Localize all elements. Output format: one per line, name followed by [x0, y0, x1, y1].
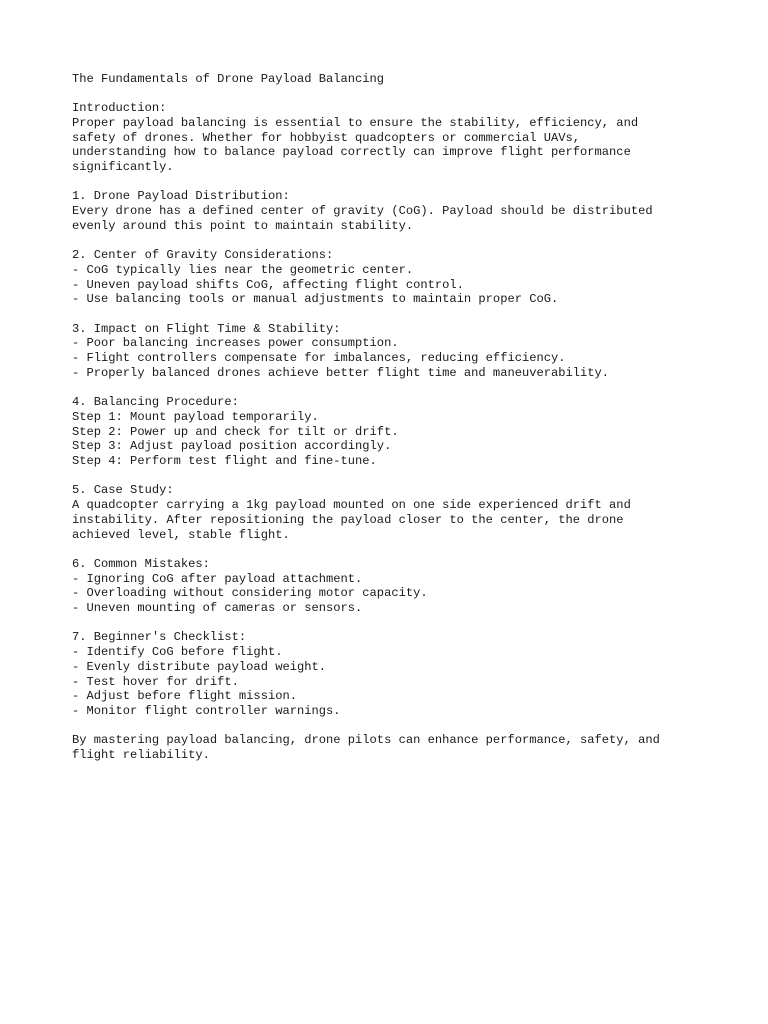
document-title: The Fundamentals of Drone Payload Balancing [72, 72, 385, 86]
section-heading: 6. Common Mistakes: [72, 556, 210, 571]
list-item: - Uneven payload shifts CoG, affecting flight control. [72, 277, 464, 292]
paragraph-line: By mastering payload balancing, drone pilots can enhance performance, safety, and [72, 733, 660, 748]
paragraph-line: achieved level, stable flight. [72, 527, 290, 542]
section-case-study [72, 483, 712, 542]
spacer [72, 175, 712, 189]
section-center-of-gravity [72, 248, 712, 307]
list-item: - Properly balanced drones achieve better flight time and maneuverability. [72, 365, 610, 380]
paragraph-line: understanding how to balance payload correctly can improve flight performance [72, 145, 631, 160]
spacer [72, 307, 712, 321]
section-heading: 5. Case Study: [72, 483, 174, 498]
paragraph-line: instability. After repositioning the payload closer to the center, the drone [72, 512, 624, 527]
list-item: Step 1: Mount payload temporarily. [72, 409, 319, 424]
list-item: - Use balancing tools or manual adjustments to maintain proper CoG. [72, 292, 559, 307]
paragraph-line: evenly around this point to maintain stability. [72, 218, 414, 233]
list-item: - Overloading without considering motor capacity. [72, 586, 428, 601]
section-heading: 1. Drone Payload Distribution: [72, 189, 290, 204]
section-heading: Introduction: [72, 101, 167, 116]
list-item: - Test hover for drift. [72, 674, 239, 689]
list-item: Step 3: Adjust payload position accordingly. [72, 439, 392, 454]
list-item: - Identify CoG before flight. [72, 645, 283, 660]
spacer [72, 234, 712, 248]
paragraph-line: significantly. [72, 160, 174, 175]
section-heading: 2. Center of Gravity Considerations: [72, 248, 334, 263]
spacer [72, 543, 712, 557]
section-payload-distribution [72, 189, 712, 233]
list-item: - Uneven mounting of cameras or sensors. [72, 601, 363, 616]
spacer [72, 381, 712, 395]
list-item: - Poor balancing increases power consumption. [72, 336, 399, 351]
paragraph-line: Proper payload balancing is essential to ensure the stability, efficiency, and [72, 115, 639, 130]
section-balancing-procedure [72, 395, 712, 469]
section-heading: 3. Impact on Flight Time & Stability: [72, 321, 341, 336]
spacer [72, 719, 712, 733]
list-item: - CoG typically lies near the geometric center. [72, 262, 414, 277]
list-item: Step 4: Perform test flight and fine-tune. [72, 454, 377, 469]
conclusion-section [72, 733, 712, 763]
list-item: - Adjust before flight mission. [72, 689, 297, 704]
spacer [72, 469, 712, 483]
intro-section [72, 101, 712, 175]
spacer [72, 616, 712, 630]
section-beginners-checklist [72, 630, 712, 719]
list-item: - Evenly distribute payload weight. [72, 659, 327, 674]
section-flight-time-stability [72, 322, 712, 381]
list-item: Step 2: Power up and check for tilt or drift. [72, 424, 399, 439]
paragraph-line: safety of drones. Whether for hobbyist quadcopters or commercial UAVs, [72, 130, 581, 145]
paragraph-line: Every drone has a defined center of gravity (CoG). Payload should be distributed [72, 204, 653, 219]
spacer [72, 87, 712, 101]
paragraph-line: A quadcopter carrying a 1kg payload mounted on one side experienced drift and [72, 498, 631, 513]
document-page [72, 72, 712, 763]
list-item: - Flight controllers compensate for imbalances, reducing efficiency. [72, 351, 566, 366]
list-item: - Monitor flight controller warnings. [72, 704, 341, 719]
section-common-mistakes [72, 557, 712, 616]
paragraph-line: flight reliability. [72, 748, 210, 763]
section-heading: 7. Beginner's Checklist: [72, 630, 247, 645]
section-heading: 4. Balancing Procedure: [72, 395, 239, 410]
list-item: - Ignoring CoG after payload attachment. [72, 571, 363, 586]
